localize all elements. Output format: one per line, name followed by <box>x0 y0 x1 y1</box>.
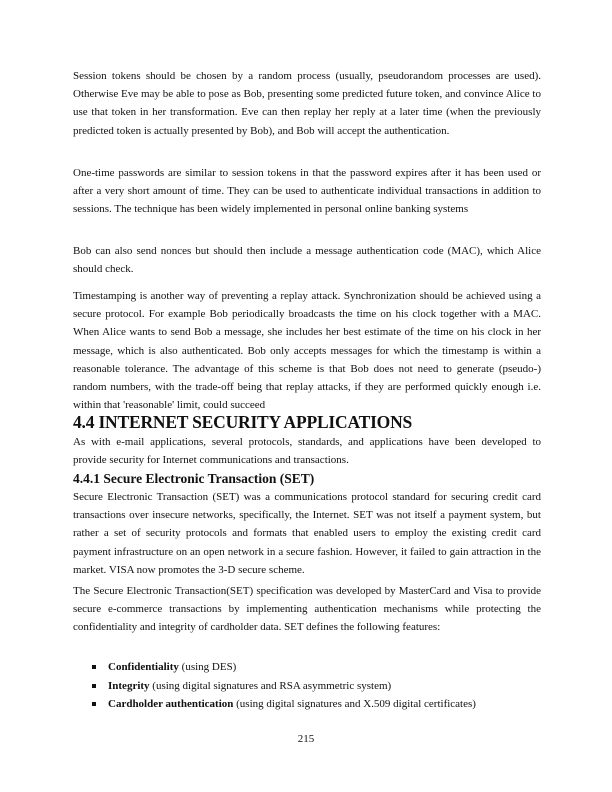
list-item <box>73 677 541 696</box>
bullet-icon <box>92 702 96 706</box>
bullet-icon <box>92 665 96 669</box>
paragraph-nonces: Bob can also send nonces but should then include a message authentication code (MAC), which Alice should check. <box>73 245 541 276</box>
paragraph-set-specification: The Secure Electronic Transaction(SET) specification was developed by MasterCard and Visa to provide secure e-commerce transactions by implementing authentication mechanisms while protecting the confidentiality and integrity of cardholder data. SET defines the following features: <box>73 585 541 634</box>
section-heading: 4.4 INTERNET SECURITY APPLICATIONS <box>73 412 413 432</box>
paragraph-session-tokens: Session tokens should be chosen by a random process (usually, pseudorandom processes are used). Otherwise Eve may be able to pose as Bob, presenting some predicted future token, and convince Alice to use that token in her transformation. Eve can then replay her reply at a later time (when the previously predicted token is actually presented by Bob), and Bob will accept the authentication. <box>73 70 541 137</box>
bullet-icon <box>92 684 96 688</box>
feature-term: Confidentiality <box>108 661 179 673</box>
paragraph-timestamping: Timestamping is another way of preventing a replay attack. Synchronization should be achieved using a secure protocol. For example Bob periodically broadcasts the time on his clock together with a MAC. When Alice wants to send Bob a message, she includes her best estimate of the time on his clock in her message, which is also authenticated. Bob only accepts messages for which the timestamp is within a reasonable tolerance. The advantage of this scheme is that Bob does not need to generate (pseudo-) random numbers, with the trade-off being that replay attacks, if they are performed quickly enough i.e. within that 'reasonable' limit, could succeed <box>73 290 541 412</box>
page-number: 215 <box>297 733 315 745</box>
paragraph-one-time-passwords: One-time passwords are similar to session tokens in that the password expires after it has been used or after a very short amount of time. They can be used to authenticate individual transactions in addition to sessions. The technique has been widely implemented in personal online banking systems <box>73 167 541 216</box>
paragraph-set-overview: Secure Electronic Transaction (SET) was a communications protocol standard for securing credit card transactions over insecure networks, specifically, the Internet. SET was not itself a payment system, but rather a set of security protocols and formats that enabled users to employ the existing credit card payment infrastructure on an open network in a secure fashion. However, it failed to gain attraction in the market. VISA now promotes the 3-D secure scheme. <box>73 491 541 576</box>
feature-term: Cardholder authentication <box>108 698 234 710</box>
feature-term: Integrity <box>108 679 150 692</box>
feature-detail: (using digital signatures and RSA asymmetric system) <box>149 679 392 692</box>
features-list <box>73 658 541 714</box>
subsection-heading: 4.4.1 Secure Electronic Transaction (SET) <box>73 471 315 486</box>
feature-detail: (using DES) <box>178 661 237 673</box>
paragraph-internet-security-intro: As with e-mail applications, several protocols, standards, and applications have been developed to provide security for Internet communications and transactions. <box>73 436 541 467</box>
feature-detail: (using digital signatures and X.509 digital certificates) <box>233 698 476 710</box>
list-item <box>73 695 541 714</box>
list-item <box>73 658 541 677</box>
